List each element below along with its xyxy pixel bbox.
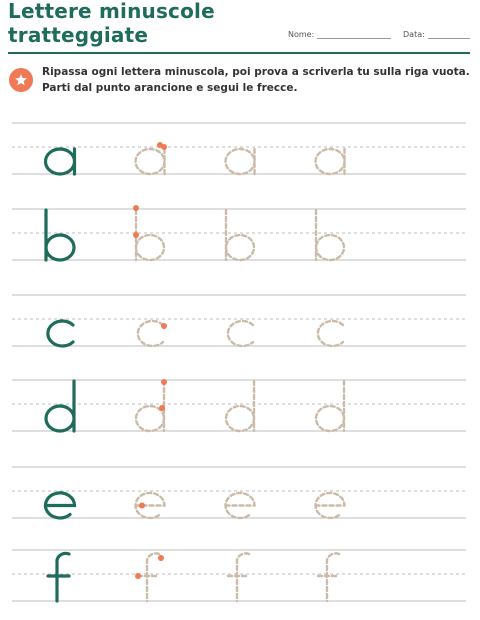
start-dot [159, 405, 165, 411]
row-d [12, 379, 466, 431]
row-a [12, 123, 466, 174]
row-e [12, 467, 466, 518]
traced-letter-c [318, 321, 343, 346]
traced-letter-b [226, 210, 254, 260]
start-dot [133, 205, 139, 211]
model-letter-f [48, 553, 69, 601]
start-dot [139, 503, 145, 509]
traced-letter-f [138, 553, 159, 601]
start-dot [158, 555, 164, 561]
traced-letter-a [226, 149, 255, 174]
start-dot [157, 142, 163, 148]
model-letter-d [46, 381, 74, 431]
model-letter-b [46, 210, 74, 260]
title-line-2: tratteggiate [8, 23, 149, 47]
name-label: Nome: [288, 30, 315, 39]
traced-letter-f [228, 553, 249, 601]
traced-letter-d [226, 381, 254, 431]
traced-letter-b [136, 210, 164, 260]
start-dot [161, 379, 167, 385]
date-label: Data: [403, 30, 425, 39]
row-f [12, 550, 466, 601]
traced-letter-f [318, 553, 339, 601]
traced-letter-c [228, 321, 253, 346]
model-letter-c [48, 321, 73, 346]
start-dot [135, 573, 141, 579]
title-line-1: Lettere minuscole [8, 0, 215, 23]
traced-letter-d [316, 381, 344, 431]
instructions-text: Ripassa ogni lettera minuscola, poi prova a scriverla tu sulla riga vuota. Parti dal punto arancione e segui le frecce. [42, 66, 470, 94]
row-c [12, 295, 466, 346]
row-b [12, 205, 466, 260]
model-letter-e [46, 493, 75, 518]
start-dot [133, 232, 139, 238]
traced-letter-e [226, 493, 255, 518]
model-letter-a [46, 149, 75, 174]
start-dot [161, 323, 167, 329]
traced-letter-b [316, 210, 344, 260]
traced-letter-c [138, 321, 163, 346]
traced-letter-a [136, 149, 165, 174]
traced-letter-e [316, 493, 345, 518]
traced-letter-a [316, 149, 345, 174]
